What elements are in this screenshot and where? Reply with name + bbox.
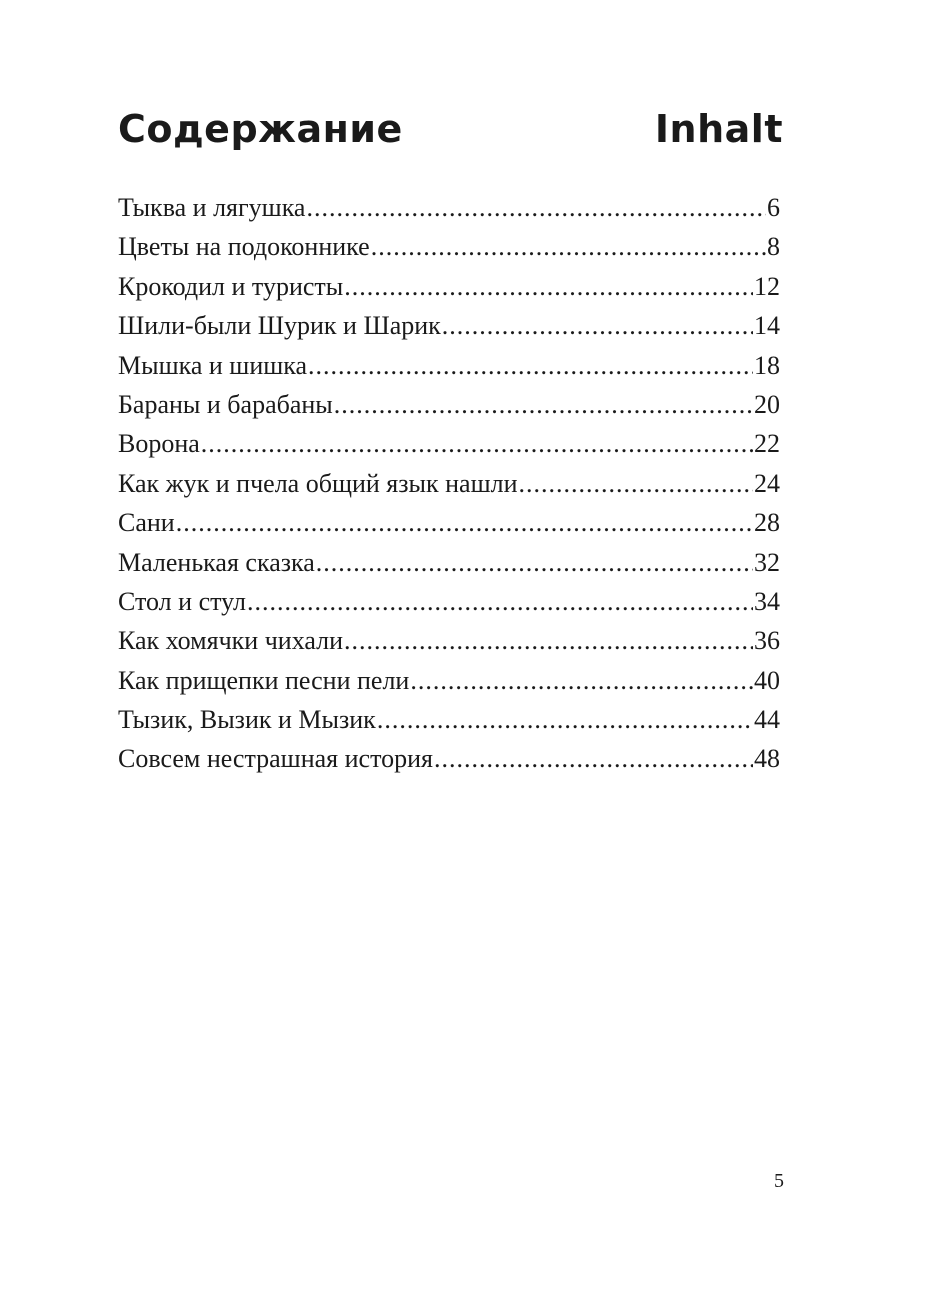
toc-dot-leader — [306, 188, 766, 227]
toc-entry-title: Шили-были Шурик и Шарик — [118, 311, 441, 341]
toc-entry-title: Ворона — [118, 429, 200, 459]
toc-entry[interactable] — [118, 621, 780, 660]
contents-header — [118, 107, 783, 151]
toc-entry-page: 48 — [754, 744, 780, 774]
toc-dot-leader — [410, 661, 753, 700]
toc-entry[interactable] — [118, 385, 780, 424]
toc-entry-page: 18 — [754, 350, 780, 380]
contents-title-german: Inhalt — [654, 107, 783, 151]
toc-entry[interactable] — [118, 346, 780, 385]
toc-entry-title: Как хомячки чихали — [118, 626, 344, 656]
toc-dot-leader — [308, 346, 753, 385]
toc-entry-title: Как прищепки песни пели — [118, 665, 410, 695]
toc-entry-title: Маленькая сказка — [118, 547, 315, 577]
toc-entry-title: Бараны и барабаны — [118, 389, 333, 419]
toc-entry[interactable] — [118, 503, 780, 542]
toc-entry-page: 24 — [754, 468, 780, 498]
toc-entry-page: 12 — [754, 271, 780, 301]
toc-entry-page: 34 — [754, 586, 780, 616]
toc-entry-title: Цветы на подоконнике — [118, 232, 370, 262]
toc-entry-page: 8 — [767, 232, 780, 262]
toc-entry-title: Сани — [118, 508, 175, 538]
toc-entry-title: Совсем нестрашная история — [118, 744, 433, 774]
toc-entry[interactable] — [118, 582, 780, 621]
table-of-contents — [118, 188, 780, 779]
toc-dot-leader — [201, 424, 753, 463]
toc-entry-title: Крокодил и туристы — [118, 271, 344, 301]
toc-entry[interactable] — [118, 464, 780, 503]
toc-entry-title: Тыква и лягушка — [118, 193, 306, 222]
toc-entry-title: Стол и стул — [118, 586, 246, 616]
toc-entry-page: 44 — [754, 705, 780, 735]
toc-entry-page: 6 — [767, 193, 780, 222]
toc-entry-page: 14 — [754, 311, 780, 341]
contents-title-russian: Содержание — [118, 107, 403, 151]
toc-dot-leader — [519, 464, 754, 503]
toc-dot-leader — [344, 267, 753, 306]
toc-entry[interactable] — [118, 700, 780, 739]
toc-entry[interactable] — [118, 188, 780, 227]
toc-dot-leader — [247, 582, 753, 621]
toc-entry-title: Как жук и пчела общий язык нашли — [118, 468, 518, 498]
toc-dot-leader — [176, 503, 753, 542]
toc-entry[interactable] — [118, 424, 780, 463]
toc-dot-leader — [442, 306, 753, 345]
toc-entry[interactable] — [118, 267, 780, 306]
toc-entry-page: 36 — [754, 626, 780, 656]
toc-entry-page: 40 — [754, 665, 780, 695]
toc-dot-leader — [334, 385, 753, 424]
toc-dot-leader — [316, 543, 753, 582]
toc-entry[interactable] — [118, 306, 780, 345]
toc-dot-leader — [434, 739, 753, 778]
toc-entry-title: Мышка и шишка — [118, 350, 308, 380]
toc-dot-leader — [344, 621, 753, 660]
toc-entry-page: 20 — [754, 389, 780, 419]
toc-entry[interactable] — [118, 661, 780, 700]
toc-entry-title: Тызик, Вызик и Мызик — [118, 705, 376, 735]
toc-entry-page: 32 — [754, 547, 780, 577]
toc-entry-page: 22 — [754, 429, 780, 459]
toc-dot-leader — [371, 227, 766, 266]
toc-dot-leader — [377, 700, 753, 739]
toc-entry[interactable] — [118, 543, 780, 582]
page-number: 5 — [774, 1170, 784, 1192]
toc-entry-page: 28 — [754, 508, 780, 538]
toc-entry[interactable] — [118, 739, 780, 778]
toc-entry[interactable] — [118, 227, 780, 266]
